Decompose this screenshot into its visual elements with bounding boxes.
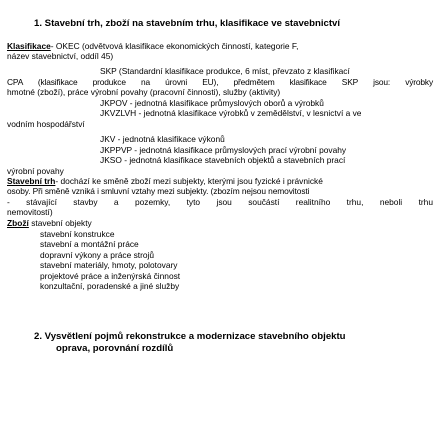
skp-line-3: hmotné (zboží), práce výrobní povahy (pracovní činnosti), služby (aktivity) [7, 87, 281, 97]
stavebni-trh-line-3: - stávající stavby a pozemky, tyto jsou součástí realitního trhu, neboli trhu [7, 197, 433, 207]
stavebni-trh-line-4: nemovitostí) [7, 207, 53, 217]
klasifikace-label: Klasifikace [7, 41, 51, 51]
jkv-line: JKV - jednotná klasifikace výkonů [100, 134, 225, 144]
zbozi-item: konzultační, poradenské a jiné služby [40, 281, 180, 291]
zbozi-first-item: stavební objekty [28, 218, 92, 228]
klasifikace-line-2: název stavebnictví, oddíl 45) [7, 51, 114, 61]
jkvzlvh-line-2: vodním hospodářství [7, 119, 85, 129]
zbozi-item: dopravní výkony a práce strojů [40, 250, 155, 260]
jkso-line-1: JKSO - jednotná klasifikace stavebních objektů a stavebních prací [100, 155, 346, 165]
zbozi-item: stavební a montážní práce [40, 239, 139, 249]
jkpov-line: JKPOV - jednotná klasifikace průmyslových oborů a výrobků [100, 98, 324, 108]
stavebni-trh-line-1 [7, 176, 323, 186]
zbozi-item: projektové práce a inženýrská činnost [40, 271, 181, 281]
jkso-line-2: výrobní povahy [7, 166, 64, 176]
zbozi-line [7, 218, 92, 228]
section-1-heading: 1. Stavební trh, zboží na stavebním trhu, klasifikace ve stavebnictví [34, 18, 341, 29]
jkppvp-line: JKPPVP - jednotná klasifikace průmyslových prací výrobní povahy [100, 145, 347, 155]
skp-line-1: SKP (Standardní klasifikace produkce, 6 míst, převzato z klasifikací [100, 66, 350, 76]
jkvzlvh-line-1: JKVZLVH - jednotná klasifikace výrobků v zemědělství, v lesnictví a ve [100, 108, 362, 118]
skp-line-2: CPA (klasifikace produkce na úrovni EU), předmětem klasifikace SKP jsou: výrobky [7, 77, 433, 87]
stavebni-trh-text: - dochází ke směně zboží mezi subjekty, kterými jsou fyzické i právnické [55, 176, 323, 186]
zbozi-item: stavební konstrukce [40, 229, 115, 239]
zbozi-item: stavební materiály, hmoty, polotovary [40, 260, 178, 270]
stavebni-trh-label: Stavební trh [7, 176, 56, 186]
klasifikace-line-1 [7, 41, 433, 51]
stavebni-trh-line-2: osoby. Při směně vzniká i smluvní vztahy mezi subjekty. (zbozím nejsou nemovitosti [7, 186, 310, 196]
section-2-heading-line-2: oprava, porovnání rozdílů [56, 343, 174, 354]
zbozi-label: Zboží [7, 218, 29, 228]
klasifikace-intro: - OKEC (odvětvová klasifikace ekonomických činností, kategorie F, [50, 41, 299, 51]
section-2-heading: 2. Vysvětlení pojmů rekonstrukce a modernizace stavebního objektu [34, 331, 346, 342]
